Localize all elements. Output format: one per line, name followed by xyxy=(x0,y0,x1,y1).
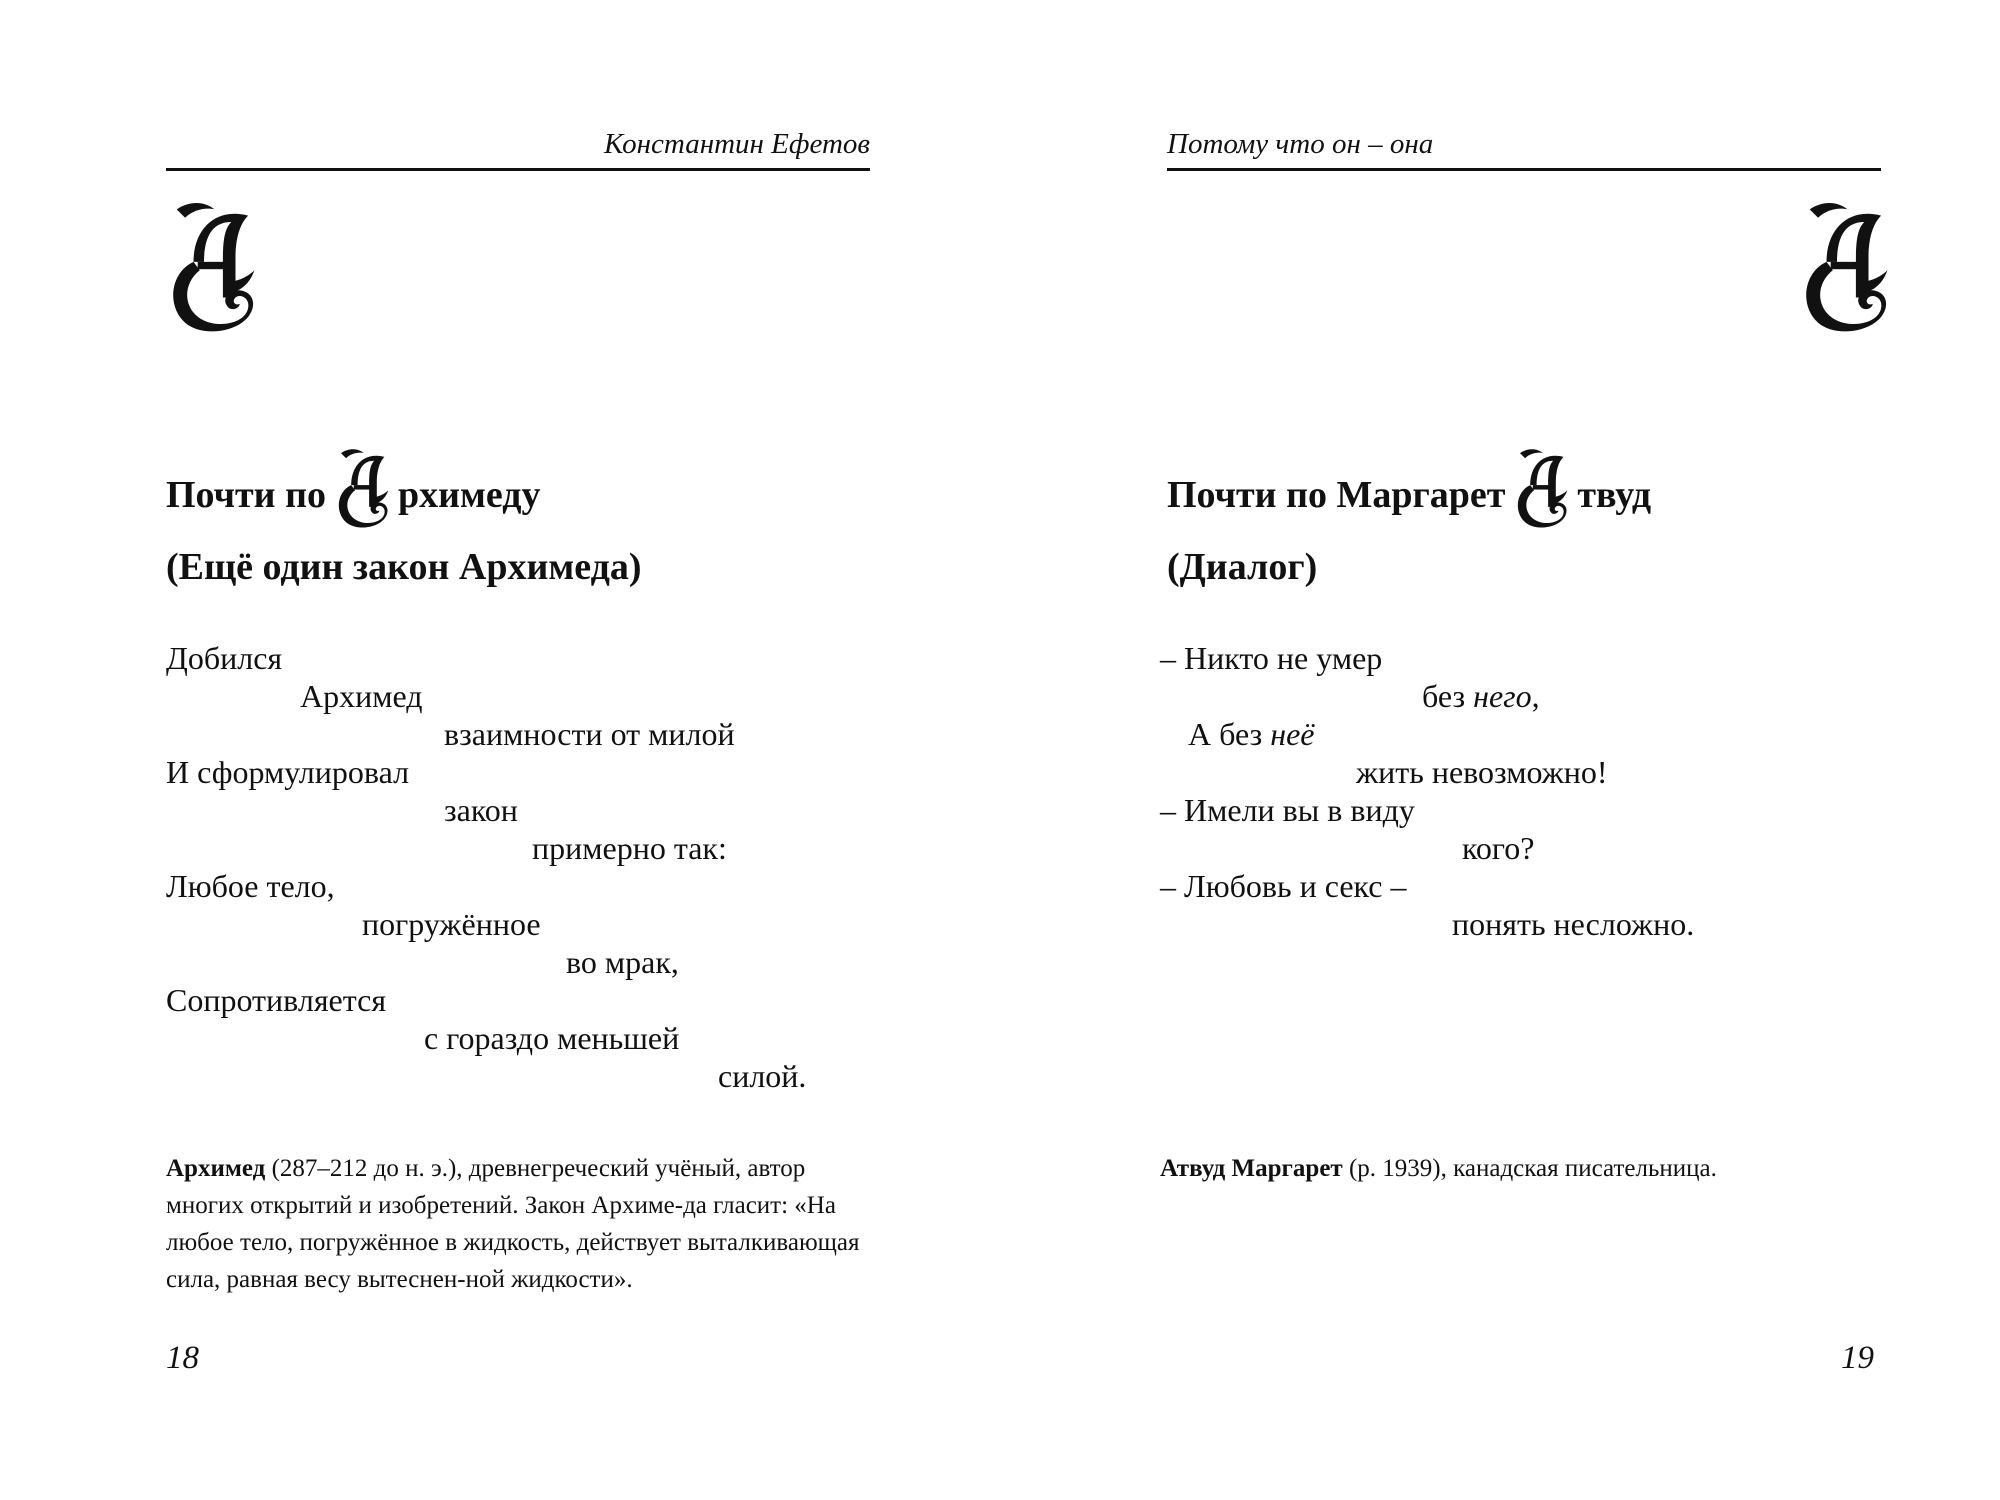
header-rule xyxy=(1167,168,1881,171)
poem-line: – Любовь и секс – xyxy=(1160,868,1407,904)
decorative-initial-a-icon xyxy=(162,195,267,335)
poem-line: Сопротивляется xyxy=(166,982,387,1018)
header-rule xyxy=(166,168,870,171)
poem-line: А без неё xyxy=(1188,716,1315,752)
page-number: 18 xyxy=(166,1340,199,1376)
decorative-initial-a-icon xyxy=(1795,195,1900,335)
footnote-name: Атвуд Маргарет xyxy=(1160,1155,1343,1182)
title-text-after: твуд xyxy=(1577,474,1652,516)
poem-line: взаимности от милой xyxy=(444,716,735,752)
poem-line: без него, xyxy=(1422,678,1540,714)
poem-line: Добился xyxy=(166,640,283,676)
poem-line: силой. xyxy=(718,1058,807,1094)
poem-line: примерно так: xyxy=(532,830,727,866)
title-text-after: рхимеду xyxy=(397,474,541,516)
running-head-author: Константин Ефетов xyxy=(604,128,870,160)
poem-line: – Имели вы в виду xyxy=(1160,792,1415,828)
poem-line: погружённое xyxy=(362,906,541,942)
title-initial-a-icon xyxy=(1511,443,1575,531)
footnote xyxy=(1160,1150,1920,1187)
page-number: 19 xyxy=(1841,1340,1874,1376)
footnote-text: (р. 1939), канадская писательница. xyxy=(1342,1155,1717,1182)
poem-line: Любое тело, xyxy=(166,868,335,904)
poem-line: Архимед xyxy=(300,678,423,714)
poem-title xyxy=(166,447,540,517)
poem-line: понять несложно. xyxy=(1452,906,1695,942)
poem-line: во мрак, xyxy=(566,944,679,980)
poem-line: жить невозможно! xyxy=(1356,754,1608,790)
right-page xyxy=(1000,0,2000,1500)
poem-line: И сформулировал xyxy=(166,754,410,790)
poem-line: закон xyxy=(444,792,518,828)
footnote xyxy=(166,1150,876,1298)
footnote-text: (287–212 до н. э.), древнегреческий учёный, автор многих открытий и изобретений. Закон Архиме-да гласит: «На любое тело, погружённое в жидкость, действует выталкивающая сила, равная весу вытеснен-ной жидкости». xyxy=(166,1155,860,1293)
poem-subtitle: (Ещё один закон Архимеда) xyxy=(166,546,642,588)
title-initial-a-icon xyxy=(332,443,396,531)
title-text-before: Почти по xyxy=(166,474,326,516)
poem-line: кого? xyxy=(1462,830,1535,866)
footnote-name: Архимед xyxy=(166,1155,266,1182)
poem-title xyxy=(1167,447,1651,517)
title-text-before: Почти по Маргарет xyxy=(1167,474,1506,516)
running-head-title: Потому что он – она xyxy=(1167,128,1434,160)
poem-subtitle: (Диалог) xyxy=(1167,546,1318,588)
poem-line: – Никто не умер xyxy=(1160,640,1383,676)
poem-line: с гораздо меньшей xyxy=(424,1020,680,1056)
